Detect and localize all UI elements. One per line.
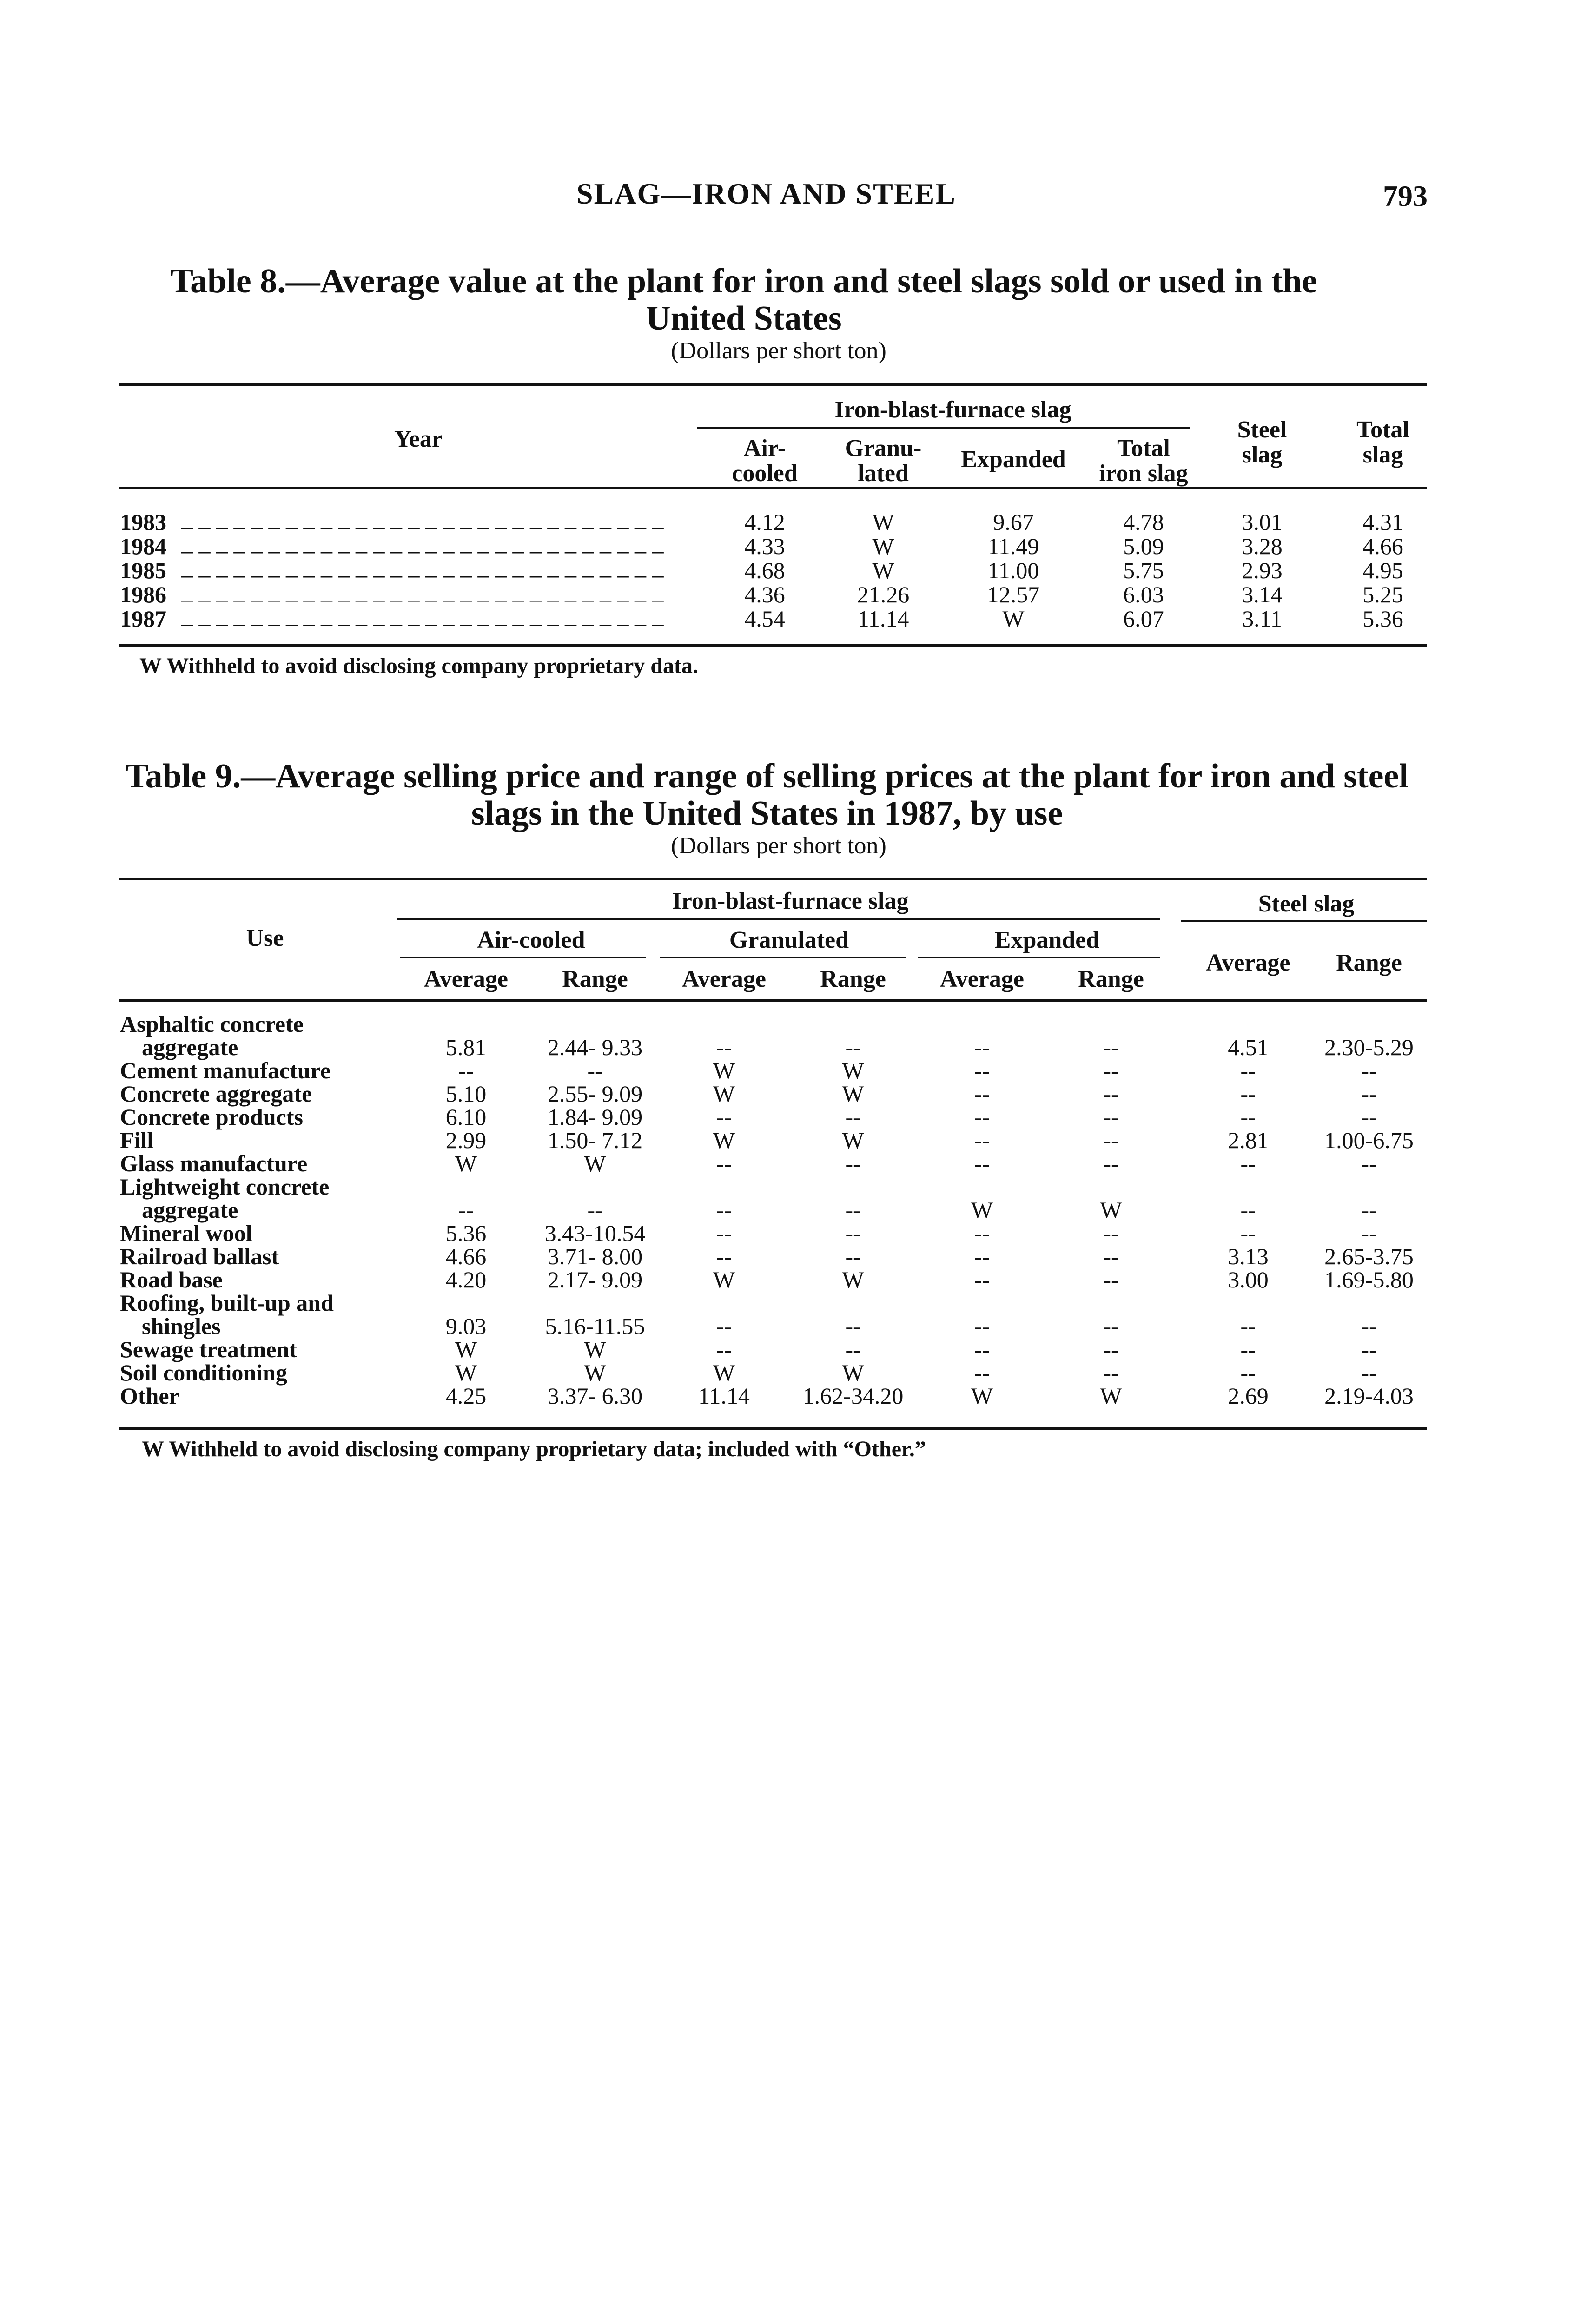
table9-a-avg-cell: W bbox=[455, 1360, 477, 1386]
table9-s-rng-cell: 1.00-6.75 bbox=[1324, 1127, 1414, 1153]
table9-g-rng-cell: -- bbox=[845, 1313, 861, 1339]
table9-e-avg-cell: -- bbox=[974, 1127, 990, 1153]
table9-g-rng-cell: -- bbox=[845, 1243, 861, 1269]
table9-e-avg-cell: W bbox=[971, 1197, 993, 1223]
table9-e-avg-cell: -- bbox=[974, 1360, 990, 1386]
table9-s-avg-cell: -- bbox=[1240, 1336, 1256, 1362]
table9-s-rng-cell: -- bbox=[1361, 1104, 1377, 1130]
table8-steel-cell: 3.01 bbox=[1242, 509, 1283, 535]
table9-e-rng-cell: -- bbox=[1103, 1034, 1119, 1060]
table9-h-gran-range: Range bbox=[820, 966, 886, 992]
table8-year-cell: 1986 bbox=[120, 581, 166, 607]
table8-steel-cell: 2.93 bbox=[1242, 557, 1283, 583]
table8-group-rule bbox=[697, 427, 1190, 429]
table8-steel-cell: 3.28 bbox=[1242, 533, 1283, 559]
table9-e-avg-cell: -- bbox=[974, 1336, 990, 1362]
table9-g-rng-cell: W bbox=[842, 1057, 864, 1083]
table9-h-gran-avg: Average bbox=[682, 966, 766, 992]
table9-s-avg-cell: 4.51 bbox=[1228, 1034, 1269, 1060]
table9-g-rng-cell: W bbox=[842, 1081, 864, 1107]
table8-top-rule bbox=[119, 383, 1427, 386]
table9-sub-air: Air-cooled bbox=[477, 927, 585, 953]
table9-a-rng-cell: 3.71- 8.00 bbox=[547, 1243, 643, 1269]
table9-e-avg-cell: -- bbox=[974, 1313, 990, 1339]
table9-g-rng-cell: -- bbox=[845, 1197, 861, 1223]
table9-e-rng-cell: -- bbox=[1103, 1243, 1119, 1269]
table9-g-rng-cell: -- bbox=[845, 1220, 861, 1246]
table9-bottom-rule bbox=[119, 1427, 1427, 1430]
table9-g-rng-cell: -- bbox=[845, 1034, 861, 1060]
table9-a-avg-cell: 4.25 bbox=[445, 1383, 487, 1409]
table9-g-avg-cell: -- bbox=[716, 1150, 732, 1176]
table9-group-steel: Steel slag bbox=[1258, 891, 1355, 917]
table9-a-rng-cell: 1.84- 9.09 bbox=[547, 1104, 643, 1130]
table9-a-rng-cell: 3.37- 6.30 bbox=[547, 1383, 643, 1409]
table9-a-rng-cell: 2.17- 9.09 bbox=[547, 1267, 643, 1293]
table9-g-rng-cell: -- bbox=[845, 1336, 861, 1362]
table9-s-avg-cell: -- bbox=[1240, 1150, 1256, 1176]
table9-a-rng-cell: 2.44- 9.33 bbox=[547, 1034, 643, 1060]
table8-leader: _ _ _ _ _ _ _ _ _ _ _ _ _ _ _ _ _ _ _ _ _ _ _ _ _ _ _ _ bbox=[181, 505, 664, 531]
table9-use-label: Road base bbox=[120, 1267, 223, 1293]
table9-e-rng-cell: W bbox=[1100, 1197, 1122, 1223]
table9-title-line1: Table 9.—Average selling price and range of selling prices at the plant for iron and steel bbox=[126, 757, 1409, 795]
table9-use-label-cont: shingles bbox=[142, 1313, 221, 1339]
table9-s-rng-cell: 2.30-5.29 bbox=[1324, 1034, 1414, 1060]
table9-s-avg-cell: -- bbox=[1240, 1220, 1256, 1246]
table8-steel-cell: 3.11 bbox=[1242, 606, 1282, 632]
table9-use-label: Other bbox=[120, 1383, 179, 1409]
table8-total-iron-cell: 6.03 bbox=[1123, 581, 1164, 607]
table8-year-cell: 1984 bbox=[120, 533, 166, 559]
table9-g-avg-cell: -- bbox=[716, 1220, 732, 1246]
table9-a-rng-cell: 1.50- 7.12 bbox=[547, 1127, 643, 1153]
table8-col-granulated: Granu- lated bbox=[845, 435, 922, 487]
table8-year-cell: 1983 bbox=[120, 509, 166, 535]
table9-g-avg-cell: -- bbox=[716, 1313, 732, 1339]
table9-a-avg-cell: 4.20 bbox=[445, 1267, 487, 1293]
table9-e-rng-cell: -- bbox=[1103, 1127, 1119, 1153]
table9-a-avg-cell: 5.81 bbox=[445, 1034, 487, 1060]
table9-e-avg-cell: -- bbox=[974, 1104, 990, 1130]
table8-footnote: W Withheld to avoid disclosing company proprietary data. bbox=[139, 654, 698, 678]
table9-s-rng-cell: -- bbox=[1361, 1150, 1377, 1176]
table8-total-cell: 5.25 bbox=[1362, 581, 1403, 607]
table9-col-use: Use bbox=[246, 925, 284, 951]
table9-s-rng-cell: -- bbox=[1361, 1360, 1377, 1386]
table8-air-cell: 4.54 bbox=[744, 606, 785, 632]
table9-units: (Dollars per short ton) bbox=[671, 832, 886, 859]
table9-s-avg-cell: -- bbox=[1240, 1081, 1256, 1107]
table8-leader: _ _ _ _ _ _ _ _ _ _ _ _ _ _ _ _ _ _ _ _ _ _ _ _ _ _ _ _ bbox=[181, 554, 664, 580]
table9-e-avg-cell: -- bbox=[974, 1267, 990, 1293]
table9-e-avg-cell: -- bbox=[974, 1220, 990, 1246]
table9-h-air-avg: Average bbox=[424, 966, 508, 992]
table9-e-avg-cell: -- bbox=[974, 1081, 990, 1107]
table8-air-cell: 4.68 bbox=[744, 557, 785, 583]
table8-group-header: Iron-blast-furnace slag bbox=[834, 396, 1071, 423]
table9-use-label: Asphaltic concrete bbox=[120, 1011, 304, 1037]
table9-e-rng-cell: -- bbox=[1103, 1267, 1119, 1293]
table9-g-avg-cell: W bbox=[713, 1081, 735, 1107]
table9-g-avg-cell: W bbox=[713, 1360, 735, 1386]
table9-group-iron: Iron-blast-furnace slag bbox=[672, 888, 909, 914]
table8-total-cell: 4.31 bbox=[1362, 509, 1403, 535]
table9-sub-rule-air bbox=[400, 957, 646, 958]
table9-use-label: Railroad ballast bbox=[120, 1243, 279, 1269]
table9-e-rng-cell: -- bbox=[1103, 1313, 1119, 1339]
table8-year-cell: 1987 bbox=[120, 606, 166, 632]
table9-g-avg-cell: -- bbox=[716, 1034, 732, 1060]
table8-title bbox=[116, 263, 1371, 337]
table9-use-label-cont: aggregate bbox=[142, 1034, 238, 1060]
table9-a-avg-cell: 4.66 bbox=[445, 1243, 487, 1269]
table9-use-label: Concrete products bbox=[120, 1104, 303, 1130]
table9-title bbox=[116, 758, 1418, 832]
table8-total-iron-cell: 4.78 bbox=[1123, 509, 1164, 535]
table8-gran-cell: W bbox=[872, 533, 894, 559]
table9-a-rng-cell: W bbox=[584, 1336, 606, 1362]
table8-col-air: Air- cooled bbox=[732, 435, 798, 487]
table9-g-avg-cell: W bbox=[713, 1267, 735, 1293]
table9-s-avg-cell: -- bbox=[1240, 1197, 1256, 1223]
table8-exp-cell: 11.00 bbox=[987, 557, 1039, 583]
table9-footnote: W Withheld to avoid disclosing company proprietary data; included with “Other.” bbox=[142, 1437, 926, 1461]
table9-s-rng-cell: -- bbox=[1361, 1313, 1377, 1339]
table9-a-avg-cell: 5.10 bbox=[445, 1081, 487, 1107]
table9-a-avg-cell: 2.99 bbox=[445, 1127, 487, 1153]
table9-a-avg-cell: 5.36 bbox=[445, 1220, 487, 1246]
table9-a-avg-cell: -- bbox=[458, 1057, 474, 1083]
table9-sub-gran: Granulated bbox=[729, 927, 849, 953]
table9-h-air-range: Range bbox=[562, 966, 628, 992]
table9-use-label: Fill bbox=[120, 1127, 154, 1153]
running-head: SLAG—IRON AND STEEL bbox=[576, 177, 956, 210]
table9-h-exp-range: Range bbox=[1078, 966, 1144, 992]
table8-air-cell: 4.36 bbox=[744, 581, 785, 607]
table9-h-steel-range: Range bbox=[1336, 950, 1402, 976]
table9-a-avg-cell: 9.03 bbox=[445, 1313, 487, 1339]
table8-air-cell: 4.33 bbox=[744, 533, 785, 559]
table8-total-iron-cell: 6.07 bbox=[1123, 606, 1164, 632]
table9-s-avg-cell: -- bbox=[1240, 1104, 1256, 1130]
table9-s-avg-cell: 3.00 bbox=[1228, 1267, 1269, 1293]
table8-title-line1: Table 8.—Average value at the plant for iron and steel slags sold or used in the bbox=[170, 262, 1317, 300]
table9-top-rule bbox=[119, 878, 1427, 880]
table8-header-rule bbox=[119, 487, 1427, 489]
table9-a-rng-cell: W bbox=[584, 1150, 606, 1176]
table8-total-cell: 5.36 bbox=[1362, 606, 1403, 632]
table9-a-rng-cell: 5.16-11.55 bbox=[545, 1313, 645, 1339]
table9-e-avg-cell: W bbox=[971, 1383, 993, 1409]
table9-g-avg-cell: 11.14 bbox=[698, 1383, 750, 1409]
table9-use-label: Sewage treatment bbox=[120, 1336, 297, 1362]
table9-e-rng-cell: -- bbox=[1103, 1150, 1119, 1176]
table9-e-avg-cell: -- bbox=[974, 1034, 990, 1060]
table9-sub-rule-gran bbox=[660, 957, 906, 958]
table9-a-avg-cell: W bbox=[455, 1336, 477, 1362]
table9-e-rng-cell: W bbox=[1100, 1383, 1122, 1409]
page-number: 793 bbox=[1383, 179, 1428, 212]
table9-s-rng-cell: -- bbox=[1361, 1220, 1377, 1246]
table9-g-avg-cell: W bbox=[713, 1057, 735, 1083]
table9-group-rule-steel bbox=[1181, 920, 1427, 922]
table8-bottom-rule bbox=[119, 644, 1427, 647]
table9-a-avg-cell: -- bbox=[458, 1197, 474, 1223]
table9-e-rng-cell: -- bbox=[1103, 1104, 1119, 1130]
table9-g-avg-cell: -- bbox=[716, 1197, 732, 1223]
table8-total-iron-cell: 5.75 bbox=[1123, 557, 1164, 583]
table9-use-label: Concrete aggregate bbox=[120, 1081, 312, 1107]
table9-s-rng-cell: 1.69-5.80 bbox=[1324, 1267, 1414, 1293]
table9-e-rng-cell: -- bbox=[1103, 1336, 1119, 1362]
table8-exp-cell: W bbox=[1002, 606, 1025, 632]
table9-g-rng-cell: W bbox=[842, 1127, 864, 1153]
table9-use-label: Cement manufacture bbox=[120, 1057, 331, 1083]
table9-use-label-cont: aggregate bbox=[142, 1197, 238, 1223]
table9-e-avg-cell: -- bbox=[974, 1057, 990, 1083]
table8-exp-cell: 12.57 bbox=[987, 581, 1040, 607]
table8-total-cell: 4.95 bbox=[1362, 557, 1403, 583]
table8-leader: _ _ _ _ _ _ _ _ _ _ _ _ _ _ _ _ _ _ _ _ _ _ _ _ _ _ _ _ bbox=[181, 529, 664, 555]
table9-s-rng-cell: 2.65-3.75 bbox=[1324, 1243, 1414, 1269]
table8-steel-cell: 3.14 bbox=[1242, 581, 1283, 607]
table9-e-avg-cell: -- bbox=[974, 1243, 990, 1269]
table9-a-rng-cell: 3.43-10.54 bbox=[544, 1220, 646, 1246]
table9-s-rng-cell: -- bbox=[1361, 1197, 1377, 1223]
table9-a-avg-cell: W bbox=[455, 1150, 477, 1176]
table9-use-label: Soil conditioning bbox=[120, 1360, 287, 1386]
table9-s-rng-cell: -- bbox=[1361, 1057, 1377, 1083]
table9-sub-exp: Expanded bbox=[994, 927, 1100, 953]
table9-e-avg-cell: -- bbox=[974, 1150, 990, 1176]
table8-col-total-iron: Total iron slag bbox=[1099, 435, 1188, 487]
table9-g-rng-cell: W bbox=[842, 1360, 864, 1386]
table9-header-rule bbox=[119, 999, 1427, 1002]
table9-a-rng-cell: W bbox=[584, 1360, 606, 1386]
table9-g-rng-cell: -- bbox=[845, 1104, 861, 1130]
table9-s-avg-cell: 2.81 bbox=[1228, 1127, 1269, 1153]
table8-col-year: Year bbox=[394, 426, 443, 452]
table9-s-avg-cell: -- bbox=[1240, 1360, 1256, 1386]
table9-e-rng-cell: -- bbox=[1103, 1081, 1119, 1107]
table8-total-cell: 4.66 bbox=[1362, 533, 1403, 559]
table9-use-label: Glass manufacture bbox=[120, 1150, 308, 1176]
table9-h-exp-avg: Average bbox=[940, 966, 1024, 992]
table9-s-rng-cell: -- bbox=[1361, 1081, 1377, 1107]
table8-gran-cell: W bbox=[872, 557, 894, 583]
table9-a-rng-cell: -- bbox=[587, 1197, 603, 1223]
table8-exp-cell: 11.49 bbox=[987, 533, 1039, 559]
table9-s-avg-cell: -- bbox=[1240, 1057, 1256, 1083]
table8-exp-cell: 9.67 bbox=[993, 509, 1034, 535]
table8-gran-cell: W bbox=[872, 509, 894, 535]
table9-g-avg-cell: -- bbox=[716, 1243, 732, 1269]
table8-col-total: Total slag bbox=[1356, 416, 1409, 468]
table9-s-avg-cell: 3.13 bbox=[1228, 1243, 1269, 1269]
table8-year-cell: 1985 bbox=[120, 557, 166, 583]
table9-g-rng-cell: -- bbox=[845, 1150, 861, 1176]
table9-g-avg-cell: -- bbox=[716, 1104, 732, 1130]
table9-use-label: Mineral wool bbox=[120, 1220, 252, 1246]
table8-leader: _ _ _ _ _ _ _ _ _ _ _ _ _ _ _ _ _ _ _ _ _ _ _ _ _ _ _ _ bbox=[181, 602, 664, 628]
table8-units: (Dollars per short ton) bbox=[671, 337, 886, 364]
table9-use-label: Lightweight concrete bbox=[120, 1174, 330, 1200]
table9-g-avg-cell: -- bbox=[716, 1336, 732, 1362]
table8-leader: _ _ _ _ _ _ _ _ _ _ _ _ _ _ _ _ _ _ _ _ _ _ _ _ _ _ _ _ bbox=[181, 578, 664, 604]
table9-a-rng-cell: -- bbox=[587, 1057, 603, 1083]
table9-s-avg-cell: 2.69 bbox=[1228, 1383, 1269, 1409]
table9-s-avg-cell: -- bbox=[1240, 1313, 1256, 1339]
table9-g-rng-cell: W bbox=[842, 1267, 864, 1293]
table9-h-steel-avg: Average bbox=[1206, 950, 1290, 976]
table9-sub-rule-exp bbox=[918, 957, 1160, 958]
table9-a-rng-cell: 2.55- 9.09 bbox=[547, 1081, 643, 1107]
table9-g-rng-cell: 1.62-34.20 bbox=[802, 1383, 904, 1409]
table8-title-line2: United States bbox=[646, 299, 842, 337]
table9-s-rng-cell: -- bbox=[1361, 1336, 1377, 1362]
table9-s-rng-cell: 2.19-4.03 bbox=[1324, 1383, 1414, 1409]
table9-e-rng-cell: -- bbox=[1103, 1220, 1119, 1246]
table9-group-rule-iron bbox=[397, 918, 1160, 920]
table8-gran-cell: 21.26 bbox=[857, 581, 910, 607]
table9-g-avg-cell: W bbox=[713, 1127, 735, 1153]
table9-e-rng-cell: -- bbox=[1103, 1360, 1119, 1386]
table9-e-rng-cell: -- bbox=[1103, 1057, 1119, 1083]
table8-col-steel: Steel slag bbox=[1237, 416, 1287, 468]
table8-col-expanded: Expanded bbox=[961, 446, 1066, 473]
table9-use-label: Roofing, built-up and bbox=[120, 1290, 334, 1316]
table9-title-line2: slags in the United States in 1987, by use bbox=[471, 794, 1063, 832]
table8-gran-cell: 11.14 bbox=[857, 606, 909, 632]
table9-a-avg-cell: 6.10 bbox=[445, 1104, 487, 1130]
table8-air-cell: 4.12 bbox=[744, 509, 785, 535]
table8-total-iron-cell: 5.09 bbox=[1123, 533, 1164, 559]
